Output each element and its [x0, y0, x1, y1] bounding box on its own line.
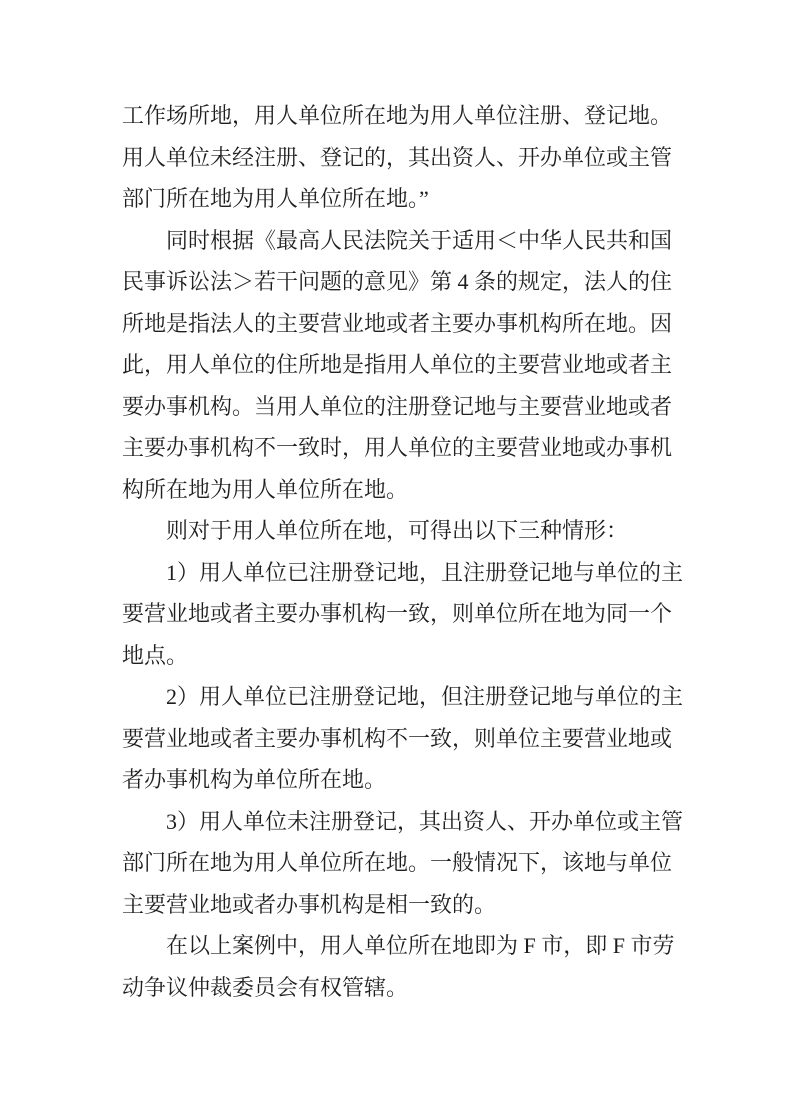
paragraph-5: [122, 676, 684, 801]
paragraph-4: [122, 552, 684, 677]
text-line: 工作场所地，用人单位所在地为用人单位注册、登记地。: [122, 103, 673, 128]
text-line: 动争议仲裁委员会有权管辖。: [122, 974, 409, 1000]
text-line: 要办事机构。当用人单位的注册登记地与主要营业地或者: [122, 393, 673, 419]
paragraph-3: [122, 510, 672, 552]
text-line: 要营业地或者主要办事机构一致，则单位所在地为同一个: [122, 601, 673, 626]
text-line: 部门所在地为用人单位所在地。一般情况下，该地与单位: [122, 850, 673, 875]
text-line: 部门所在地为用人单位所在地。”: [122, 186, 429, 211]
text-line: 1）用人单位已注册登记地，且注册登记地与单位的主: [166, 559, 684, 585]
text-line: 3）用人单位未注册登记，其出资人、开办单位或主管: [166, 808, 684, 834]
paragraph-7: [122, 925, 675, 1008]
text-line: 同时根据《最高人民法院关于适用＜中华人民共和国: [166, 227, 673, 253]
paragraph-2: [122, 220, 672, 511]
text-line: 要营业地或者主要办事机构不一致，则单位主要营业地或: [122, 725, 673, 751]
document-text-block: [122, 95, 684, 1008]
text-line: 构所在地为用人单位所在地。: [122, 476, 409, 502]
text-line: 2）用人单位已注册登记地，但注册登记地与单位的主: [166, 684, 684, 709]
paragraph-1: [122, 95, 672, 220]
text-line: 民事诉讼法＞若干问题的意见》第 4 条的规定，法人的住: [122, 269, 673, 294]
text-line: 主要办事机构不一致时，用人单位的主要营业地或办事机: [122, 435, 673, 460]
text-line: 在以上案例中，用人单位所在地即为 F 市，即 F 市劳: [166, 933, 675, 958]
paragraph-6: [122, 801, 684, 926]
text-line: 地点。: [122, 642, 189, 668]
text-line: 此，用人单位的住所地是指用人单位的主要营业地或者主: [122, 352, 673, 377]
text-line: 主要营业地或者办事机构是相一致的。: [122, 891, 497, 917]
text-line: 者办事机构为单位所在地。: [122, 767, 387, 792]
text-line: 用人单位未经注册、登记的，其出资人、开办单位或主管: [122, 144, 673, 170]
text-line: 则对于用人单位所在地，可得出以下三种情形：: [166, 518, 629, 543]
text-line: 所地是指法人的主要营业地或者主要办事机构所在地。因: [122, 310, 673, 336]
